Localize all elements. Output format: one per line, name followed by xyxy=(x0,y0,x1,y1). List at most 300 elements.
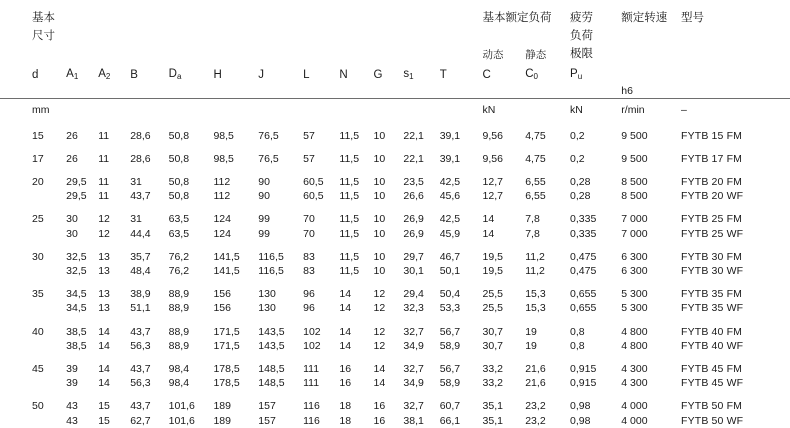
cell-Pu: 0,98 xyxy=(570,414,591,427)
cell-G: 16 xyxy=(373,400,386,413)
cell-H: 112 xyxy=(213,190,231,203)
cell-model: FYTB 25 FM xyxy=(681,213,743,226)
cell-J: 143,5 xyxy=(258,325,285,338)
header-h6-note: h6 xyxy=(621,85,633,97)
cell-Da: 76,2 xyxy=(168,250,190,263)
cell-C: 25,5 xyxy=(482,302,503,315)
table-row xyxy=(0,166,790,189)
table-row xyxy=(0,203,790,226)
cell-T: 56,7 xyxy=(439,325,461,338)
cell-L: 70 xyxy=(303,227,315,240)
header-symbol-H: H xyxy=(213,69,222,81)
cell-T: 66,1 xyxy=(439,414,461,427)
cell-N: 14 xyxy=(339,339,352,352)
cell-speed: 4 000 xyxy=(621,414,648,427)
cell-G: 10 xyxy=(373,264,386,277)
cell-J: 116,5 xyxy=(258,250,284,263)
cell-d: 15 xyxy=(32,129,44,142)
header-symbol-C0: C0 xyxy=(525,68,538,81)
cell-L: 102 xyxy=(303,325,321,338)
cell-model: FYTB 25 WF xyxy=(681,227,744,240)
cell-d xyxy=(32,264,66,278)
cell-N: 18 xyxy=(339,400,352,413)
header-group-row xyxy=(0,0,790,26)
cell-J: 130 xyxy=(258,302,276,315)
cell-N: 16 xyxy=(339,362,352,375)
header-symbol-L: L xyxy=(303,69,310,81)
cell-A2: 11 xyxy=(98,175,110,188)
cell-d xyxy=(32,189,66,203)
cell-Da: 98,4 xyxy=(168,377,190,390)
cell-d: 35 xyxy=(32,288,44,301)
cell-B: 31 xyxy=(130,175,142,188)
cell-A1: 43 xyxy=(66,414,78,427)
cell-s1: 34,9 xyxy=(403,377,424,390)
cell-Da: 101,6 xyxy=(168,400,195,413)
table-row xyxy=(0,143,790,166)
cell-Da: 50,8 xyxy=(168,190,190,203)
cell-N: 18 xyxy=(339,414,352,427)
cell-A1: 43 xyxy=(66,400,78,413)
cell-A1: 39 xyxy=(66,362,78,375)
cell-N: 14 xyxy=(339,302,352,315)
cell-model: FYTB 45 FM xyxy=(681,362,743,375)
cell-A2: 11 xyxy=(98,152,110,165)
cell-H: 112 xyxy=(213,175,231,188)
cell-C0: 15,3 xyxy=(525,302,546,315)
cell-N: 11,5 xyxy=(339,213,360,226)
cell-A1: 26 xyxy=(66,152,78,165)
cell-H: 156 xyxy=(213,302,231,315)
cell-J: 116,5 xyxy=(258,264,284,277)
cell-H: 124 xyxy=(213,227,231,240)
cell-A2: 13 xyxy=(98,302,110,315)
table-row xyxy=(0,353,790,376)
cell-G: 12 xyxy=(373,325,386,338)
cell-A2: 14 xyxy=(98,325,110,338)
cell-A1: 30 xyxy=(66,213,78,226)
cell-B: 44,4 xyxy=(130,227,151,240)
cell-A1: 29,5 xyxy=(66,175,87,188)
cell-A2: 11 xyxy=(98,190,110,203)
cell-B: 56,3 xyxy=(130,377,151,390)
cell-A1: 32,5 xyxy=(66,250,87,263)
cell-A2: 12 xyxy=(98,227,110,240)
header-group-fatigue-line1: 疲劳 xyxy=(570,12,594,24)
cell-d: 25 xyxy=(32,213,44,226)
cell-G: 14 xyxy=(373,377,386,390)
cell-A2: 13 xyxy=(98,288,110,301)
table-body xyxy=(0,120,790,428)
cell-Da: 63,5 xyxy=(168,227,190,240)
cell-C: 33,2 xyxy=(482,362,503,375)
cell-G: 12 xyxy=(373,302,386,315)
cell-A2: 11 xyxy=(98,129,110,142)
cell-model: FYTB 15 FM xyxy=(681,129,743,142)
cell-T: 39,1 xyxy=(439,152,461,165)
cell-A2: 14 xyxy=(98,377,110,390)
cell-G: 10 xyxy=(373,213,386,226)
cell-T: 39,1 xyxy=(439,129,461,142)
cell-Da: 76,2 xyxy=(168,264,190,277)
cell-H: 156 xyxy=(213,288,231,301)
cell-G: 12 xyxy=(373,339,386,352)
cell-Da: 50,8 xyxy=(168,129,190,142)
cell-s1: 38,1 xyxy=(403,414,424,427)
cell-Da: 101,6 xyxy=(168,414,195,427)
cell-s1: 29,7 xyxy=(403,250,424,263)
header-unit-dash: – xyxy=(681,99,790,120)
cell-s1: 32,7 xyxy=(403,362,424,375)
cell-Pu: 0,475 xyxy=(570,264,597,277)
cell-Pu: 0,2 xyxy=(570,129,585,142)
cell-T: 60,7 xyxy=(439,400,461,413)
cell-C0: 11,2 xyxy=(525,250,545,263)
cell-N: 11,5 xyxy=(339,129,360,142)
cell-L: 96 xyxy=(303,288,315,301)
cell-N: 14 xyxy=(339,288,352,301)
cell-N: 11,5 xyxy=(339,264,360,277)
cell-Da: 88,9 xyxy=(168,302,190,315)
cell-B: 43,7 xyxy=(130,325,151,338)
cell-J: 76,5 xyxy=(258,129,279,142)
cell-s1: 29,4 xyxy=(403,288,424,301)
cell-s1: 32,7 xyxy=(403,400,424,413)
cell-d xyxy=(32,376,66,390)
cell-A1: 34,5 xyxy=(66,302,87,315)
header-load-dynamic: 动态 xyxy=(482,49,504,61)
cell-d xyxy=(32,414,66,428)
cell-H: 178,5 xyxy=(213,362,240,375)
cell-C0: 6,55 xyxy=(525,175,546,188)
cell-Pu: 0,475 xyxy=(570,250,597,263)
cell-C: 9,56 xyxy=(482,129,503,142)
cell-T: 56,7 xyxy=(439,362,461,375)
cell-d: 50 xyxy=(32,400,44,413)
cell-A2: 14 xyxy=(98,362,110,375)
cell-Da: 88,9 xyxy=(168,288,190,301)
cell-N: 11,5 xyxy=(339,152,360,165)
header-group-fatigue-line3: 极限 xyxy=(570,48,594,60)
cell-s1: 22,1 xyxy=(403,129,424,142)
header-symbol-A2: A2 xyxy=(98,68,111,81)
cell-N: 11,5 xyxy=(339,190,360,203)
cell-G: 16 xyxy=(373,414,386,427)
cell-speed: 8 500 xyxy=(621,190,648,203)
cell-H: 98,5 xyxy=(213,129,234,142)
cell-speed: 6 300 xyxy=(621,250,648,263)
cell-N: 11,5 xyxy=(339,250,360,263)
cell-A2: 15 xyxy=(98,414,110,427)
cell-Da: 98,4 xyxy=(168,362,190,375)
cell-C: 25,5 xyxy=(482,288,503,301)
cell-B: 43,7 xyxy=(130,362,151,375)
cell-B: 48,4 xyxy=(130,264,151,277)
cell-A1: 38,5 xyxy=(66,339,87,352)
cell-Da: 88,9 xyxy=(168,325,190,338)
cell-C: 12,7 xyxy=(482,175,503,188)
cell-B: 28,6 xyxy=(130,129,151,142)
cell-H: 189 xyxy=(213,414,231,427)
cell-s1: 23,5 xyxy=(403,175,424,188)
header-group-fatigue-line2: 负荷 xyxy=(570,30,594,42)
cell-d: 40 xyxy=(32,325,44,338)
header-symbol-T: T xyxy=(439,69,447,81)
cell-s1: 32,7 xyxy=(403,325,424,338)
cell-L: 111 xyxy=(303,362,320,375)
header-symbol-Pu: Pu xyxy=(570,68,583,81)
cell-A1: 32,5 xyxy=(66,264,87,277)
cell-C: 30,7 xyxy=(482,325,503,338)
cell-A1: 29,5 xyxy=(66,190,87,203)
header-unit-row xyxy=(0,99,790,120)
cell-H: 178,5 xyxy=(213,377,240,390)
cell-G: 10 xyxy=(373,175,386,188)
cell-C0: 15,3 xyxy=(525,288,546,301)
cell-J: 143,5 xyxy=(258,339,285,352)
cell-H: 171,5 xyxy=(213,325,240,338)
cell-model: FYTB 50 WF xyxy=(681,414,744,427)
header-group-designation: 型号 xyxy=(681,12,705,24)
cell-d xyxy=(32,301,66,315)
cell-J: 148,5 xyxy=(258,377,285,390)
cell-B: 43,7 xyxy=(130,190,151,203)
cell-N: 14 xyxy=(339,325,352,338)
cell-model: FYTB 17 FM xyxy=(681,152,743,165)
cell-Pu: 0,8 xyxy=(570,325,585,338)
cell-d: 30 xyxy=(32,250,44,263)
cell-A1: 30 xyxy=(66,227,78,240)
cell-L: 60,5 xyxy=(303,175,324,188)
header-symbol-row xyxy=(0,62,790,84)
cell-C0: 23,2 xyxy=(525,400,546,413)
table-row xyxy=(0,227,790,241)
cell-N: 11,5 xyxy=(339,175,360,188)
cell-T: 58,9 xyxy=(439,339,461,352)
cell-speed: 9 500 xyxy=(621,129,648,142)
cell-J: 157 xyxy=(258,400,276,413)
header-h6-row xyxy=(0,84,790,99)
cell-Pu: 0,655 xyxy=(570,302,597,315)
cell-model: FYTB 20 WF xyxy=(681,190,744,203)
header-symbol-s1: s1 xyxy=(403,68,414,81)
cell-T: 45,6 xyxy=(439,190,461,203)
header-load-static: 静态 xyxy=(525,49,547,61)
cell-C: 33,2 xyxy=(482,377,503,390)
cell-L: 102 xyxy=(303,339,321,352)
cell-T: 42,5 xyxy=(439,213,461,226)
cell-model: FYTB 30 FM xyxy=(681,250,743,263)
cell-C0: 4,75 xyxy=(525,152,546,165)
cell-J: 99 xyxy=(258,227,270,240)
cell-Pu: 0,2 xyxy=(570,152,585,165)
cell-A2: 13 xyxy=(98,264,110,277)
cell-A2: 12 xyxy=(98,213,110,226)
header-group-basic-dims-line1: 基本 xyxy=(32,12,56,24)
cell-T: 50,1 xyxy=(439,264,461,277)
cell-A2: 15 xyxy=(98,400,110,413)
cell-speed: 7 000 xyxy=(621,213,648,226)
cell-C: 19,5 xyxy=(482,250,503,263)
table-row xyxy=(0,390,790,413)
cell-L: 83 xyxy=(303,250,315,263)
cell-model: FYTB 50 FM xyxy=(681,400,743,413)
cell-G: 10 xyxy=(373,190,386,203)
header-group-load-ratings: 基本额定负荷 xyxy=(482,12,552,24)
cell-C0: 6,55 xyxy=(525,190,546,203)
header-symbol-Da: Da xyxy=(168,68,182,81)
cell-C: 14 xyxy=(482,227,495,240)
table-row xyxy=(0,120,790,143)
cell-Da: 63,5 xyxy=(168,213,190,226)
cell-J: 157 xyxy=(258,414,276,427)
cell-C: 9,56 xyxy=(482,152,503,165)
header-unit-kn-dynamic: kN xyxy=(483,99,526,120)
cell-C: 35,1 xyxy=(482,400,503,413)
cell-Da: 50,8 xyxy=(168,175,190,188)
cell-J: 130 xyxy=(258,288,276,301)
cell-A1: 34,5 xyxy=(66,288,87,301)
cell-Pu: 0,655 xyxy=(570,288,597,301)
header-group-speed: 额定转速 xyxy=(621,12,668,24)
cell-Pu: 0,915 xyxy=(570,377,597,390)
cell-s1: 32,3 xyxy=(403,302,424,315)
cell-speed: 5 300 xyxy=(621,302,648,315)
cell-C0: 11,2 xyxy=(525,264,545,277)
cell-G: 10 xyxy=(373,129,386,142)
cell-C: 12,7 xyxy=(482,190,503,203)
cell-J: 99 xyxy=(258,213,270,226)
cell-J: 76,5 xyxy=(258,152,279,165)
header-group-basic-dims-line2: 尺寸 xyxy=(32,30,56,42)
cell-L: 111 xyxy=(303,377,320,390)
cell-L: 116 xyxy=(303,414,320,427)
cell-A1: 38,5 xyxy=(66,325,87,338)
cell-A2: 13 xyxy=(98,250,110,263)
header-unit-kn-fatigue: kN xyxy=(570,99,621,120)
table-row xyxy=(0,264,790,278)
cell-C: 30,7 xyxy=(482,339,503,352)
cell-Pu: 0,28 xyxy=(570,190,591,203)
header-unit-mm: mm xyxy=(32,99,483,120)
cell-H: 189 xyxy=(213,400,231,413)
cell-model: FYTB 45 WF xyxy=(681,377,744,390)
cell-L: 60,5 xyxy=(303,190,324,203)
cell-B: 38,9 xyxy=(130,288,151,301)
header-symbol-N: N xyxy=(339,69,348,81)
cell-d: 20 xyxy=(32,175,44,188)
cell-s1: 26,9 xyxy=(403,213,424,226)
cell-Pu: 0,335 xyxy=(570,227,597,240)
cell-model: FYTB 40 WF xyxy=(681,339,744,352)
cell-d: 17 xyxy=(32,152,44,165)
cell-s1: 30,1 xyxy=(403,264,424,277)
cell-speed: 4 300 xyxy=(621,377,648,390)
cell-speed: 4 000 xyxy=(621,400,648,413)
cell-model: FYTB 30 WF xyxy=(681,264,744,277)
cell-Pu: 0,915 xyxy=(570,362,597,375)
table-row xyxy=(0,414,790,428)
cell-d: 45 xyxy=(32,362,44,375)
cell-s1: 26,9 xyxy=(403,227,424,240)
cell-L: 70 xyxy=(303,213,315,226)
cell-speed: 4 300 xyxy=(621,362,648,375)
header-symbol-B: B xyxy=(130,69,138,81)
cell-C: 19,5 xyxy=(482,264,503,277)
cell-speed: 4 800 xyxy=(621,325,648,338)
cell-speed: 4 800 xyxy=(621,339,648,352)
cell-C: 14 xyxy=(482,213,495,226)
cell-J: 148,5 xyxy=(258,362,285,375)
cell-model: FYTB 35 FM xyxy=(681,288,743,301)
cell-Da: 88,9 xyxy=(168,339,190,352)
cell-C0: 19 xyxy=(525,325,537,338)
header-symbol-J: J xyxy=(258,69,265,81)
cell-B: 51,1 xyxy=(130,302,151,315)
cell-G: 10 xyxy=(373,250,386,263)
cell-H: 141,5 xyxy=(213,264,240,277)
cell-B: 31 xyxy=(130,213,142,226)
cell-B: 62,7 xyxy=(130,414,151,427)
header-symbol-d: d xyxy=(32,69,39,81)
cell-G: 14 xyxy=(373,362,386,375)
header-symbol-A1: A1 xyxy=(66,68,79,81)
header-symbol-G: G xyxy=(373,69,383,81)
cell-N: 16 xyxy=(339,377,352,390)
cell-L: 116 xyxy=(303,400,320,413)
cell-B: 28,6 xyxy=(130,152,151,165)
cell-H: 124 xyxy=(213,213,231,226)
header-symbol-C: C xyxy=(482,69,491,81)
cell-C0: 7,8 xyxy=(525,213,540,226)
cell-C0: 19 xyxy=(525,339,537,352)
table-row xyxy=(0,376,790,390)
cell-model: FYTB 40 FM xyxy=(681,325,743,338)
cell-C0: 4,75 xyxy=(525,129,546,142)
cell-T: 42,5 xyxy=(439,175,461,188)
cell-T: 58,9 xyxy=(439,377,461,390)
cell-speed: 7 000 xyxy=(621,227,648,240)
cell-Da: 50,8 xyxy=(168,152,190,165)
table-row xyxy=(0,339,790,353)
cell-A1: 39 xyxy=(66,377,78,390)
cell-T: 45,9 xyxy=(439,227,461,240)
cell-H: 141,5 xyxy=(213,250,240,263)
cell-model: FYTB 35 WF xyxy=(681,302,744,315)
cell-C0: 7,8 xyxy=(525,227,540,240)
cell-T: 53,3 xyxy=(439,302,461,315)
cell-speed: 6 300 xyxy=(621,264,648,277)
cell-A2: 14 xyxy=(98,339,110,352)
cell-C0: 23,2 xyxy=(525,414,546,427)
cell-Pu: 0,8 xyxy=(570,339,585,352)
table-row xyxy=(0,278,790,301)
cell-G: 12 xyxy=(373,288,386,301)
cell-J: 90 xyxy=(258,190,270,203)
cell-B: 35,7 xyxy=(130,250,151,263)
cell-H: 98,5 xyxy=(213,152,234,165)
cell-Pu: 0,98 xyxy=(570,400,591,413)
table-row xyxy=(0,316,790,339)
header-group-row-3 xyxy=(0,44,790,62)
table-row xyxy=(0,301,790,315)
cell-L: 96 xyxy=(303,302,315,315)
header-group-row-2 xyxy=(0,26,790,44)
cell-G: 10 xyxy=(373,152,386,165)
cell-G: 10 xyxy=(373,227,386,240)
cell-N: 11,5 xyxy=(339,227,360,240)
cell-speed: 8 500 xyxy=(621,175,648,188)
